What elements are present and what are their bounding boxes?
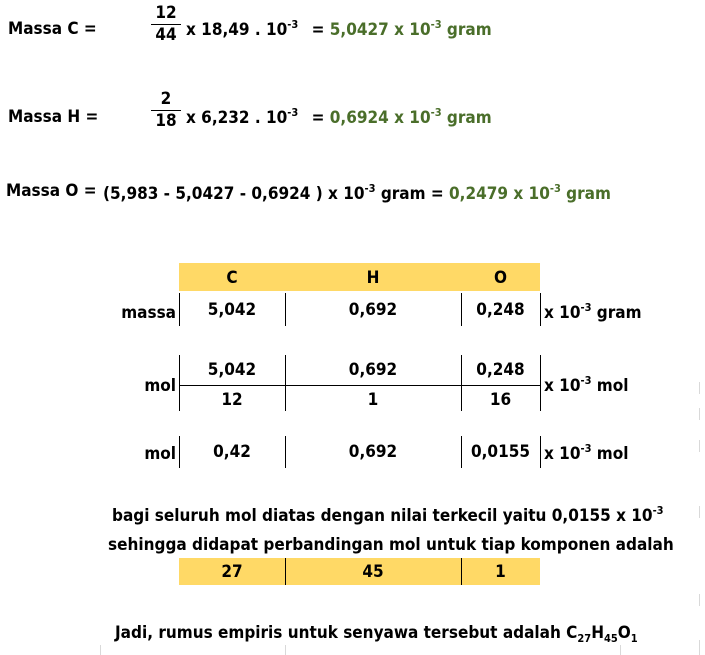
grid-line [285,645,286,655]
grid-line [699,440,700,452]
equals-sign: = [311,20,325,40]
mol-h-numerator: 0,692 [348,360,398,380]
grid-line [699,408,700,420]
row-mol-fraction-label: mol [144,376,176,396]
conclusion [115,623,638,645]
massa-c-value: 5,042 [207,300,257,320]
divide-instruction: bagi seluruh mol diatas dengan nilai terkecil yaitu 0,0155 x $10^{-3}$ [112,504,664,526]
grid-line [620,645,621,655]
mol-o-value: 0,0155 [470,442,531,462]
fraction-numerator: 2 [160,89,172,109]
expression: (5,983 - 5,0427 - 0,6924 ) x 10 [103,184,365,204]
massa-c-label: Massa C = [8,19,97,39]
table-divider [540,293,541,326]
multiplier: x 6,232 . 10 [186,108,288,128]
result-value: 0,2479 x $10^{-3}$ gram [449,182,611,204]
equals-sign: = [311,108,325,128]
grid-line [699,506,700,518]
ratio-c: 27 [221,562,243,582]
grid-line [699,594,700,606]
fraction-numerator: 12 [155,3,177,23]
mol-c-value: 0,42 [213,442,251,462]
fraction-denominator: 18 [155,111,177,131]
header-h: H [366,268,380,288]
mol-h-denominator: 1 [367,390,379,410]
conclusion-text: Jadi, rumus empiris untuk senyawa tersebut adalah [115,623,567,643]
massa-h-value: 0,692 [348,300,398,320]
massa-c-fraction [148,5,184,44]
result-value: 0,6924 x $10^{-3}$ gram [329,106,492,128]
massa-o-value: 0,248 [476,300,525,320]
header-c: C [226,268,238,288]
mol-o-denominator: 16 [489,390,512,410]
ratio-intro: sehingga didapat perbandingan mol untuk tiap komponen adalah [108,535,674,555]
grid-line [100,645,101,655]
exponent: -3 [287,18,299,31]
massa-c-expression [186,18,492,40]
ratio-h: 45 [362,562,384,582]
massa-h-label: Massa H = [8,107,99,127]
row-mol-fraction-unit: x $10^{-3}$ mol [544,374,629,396]
mol-h-value: 0,692 [348,442,398,462]
fraction-denominator: 44 [155,25,177,45]
grid-line [699,640,700,655]
massa-h-fraction [148,91,184,130]
row-mol-unit: x $10^{-3}$ mol [544,442,629,464]
multiplier: x 18,49 . 10 [186,20,288,40]
fraction-line [179,385,540,386]
massa-o-expression [103,182,611,204]
exponent: -3 [287,106,299,119]
mol-c-numerator: 5,042 [207,360,257,380]
massa-o-label: Massa O = [6,181,97,201]
exponent: -3 [364,182,376,195]
header-o: O [494,268,507,288]
mol-c-denominator: 12 [221,390,243,410]
empirical-formula: $C_{27}H_{45}O_1$ [566,623,638,645]
row-mol-label: mol [144,444,176,464]
row-massa-unit: x $10^{-3}$ gram [544,301,642,323]
table-divider [540,436,541,468]
grid-line [699,382,700,394]
result-value: 5,0427 x $10^{-3}$ gram [329,18,492,40]
row-massa-label: massa [121,303,176,323]
mol-o-numerator: 0,248 [476,360,525,380]
gram-equals: gram = [380,184,444,204]
table-divider [540,355,541,411]
massa-h-expression [186,106,492,128]
ratio-o: 1 [495,562,506,582]
